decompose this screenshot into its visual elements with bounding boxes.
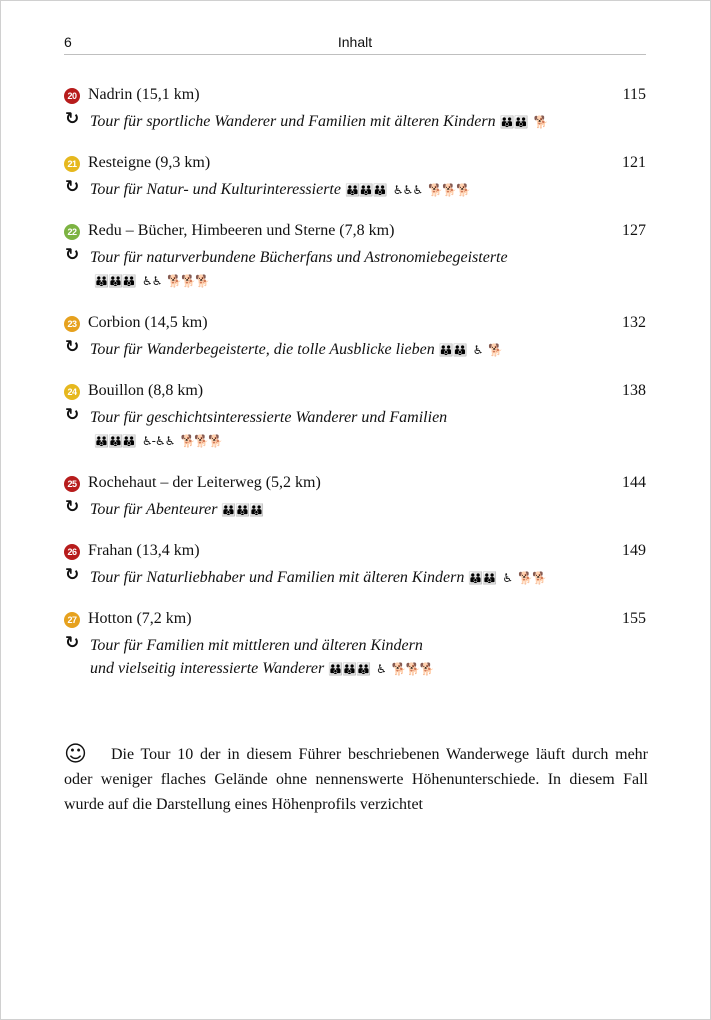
family-icon: 👪👪 [468, 571, 497, 585]
stroller-icon: ♿ [502, 571, 513, 585]
loop-route-icon: ↻ [65, 109, 80, 129]
smiley-icon: ☺ [64, 742, 87, 767]
dog-icon: 🐕 [533, 115, 548, 129]
tour-entry [64, 542, 646, 590]
tour-page-number: 121 [622, 154, 646, 171]
stroller-icon: ♿♿ [141, 274, 162, 288]
tour-description-block [90, 338, 646, 362]
tour-description-block [90, 498, 646, 522]
tour-description-block [90, 246, 646, 293]
loop-route-icon: ↻ [65, 565, 80, 585]
tour-page-number: 138 [622, 382, 646, 399]
stroller-icon: ♿ [376, 662, 386, 676]
loop-route-icon: ↻ [65, 497, 80, 517]
tour-description: Tour für Wanderbegeisterte, die tolle Ausblicke lieben [90, 341, 435, 358]
header-rule [64, 54, 646, 55]
tour-description: Tour für Naturliebhaber und Familien mit älteren Kindern [90, 569, 465, 586]
tour-title[interactable]: Hotton (7,2 km) [88, 610, 192, 627]
page-number: 6 [64, 34, 72, 50]
loop-route-icon: ↻ [65, 405, 80, 425]
tour-title[interactable]: Corbion (14,5 km) [88, 314, 208, 331]
dog-icon: 🐕🐕🐕 [180, 434, 223, 448]
tour-description: Tour für Familien mit mittleren und älteren Kindern [90, 637, 423, 654]
page-header [64, 34, 646, 54]
tour-description-block [90, 110, 646, 134]
family-icon: 👪👪 [438, 343, 467, 357]
tour-entry [64, 382, 646, 453]
page-title: Inhalt [337, 34, 373, 50]
tour-description-block [90, 406, 646, 453]
tour-entry [64, 154, 646, 202]
loop-route-icon: ↻ [65, 177, 80, 197]
tour-page-number: 144 [622, 474, 646, 491]
tour-number-badge: 25 [64, 476, 80, 492]
tour-entry [64, 222, 646, 293]
tour-number-badge: 20 [64, 88, 80, 104]
stroller-icon: ♿♿♿ [392, 183, 423, 197]
tour-description: und vielseitig interessierte Wanderer [90, 660, 325, 677]
tour-description-block [90, 178, 646, 202]
tour-page-number: 132 [622, 314, 646, 331]
dog-icon: 🐕🐕🐕 [391, 662, 434, 676]
loop-route-icon: ↻ [65, 245, 80, 265]
stroller-icon: ♿ [472, 343, 483, 357]
tour-number-badge: 22 [64, 224, 80, 240]
family-icon: 👪👪👪 [94, 434, 136, 448]
tour-page-number: 115 [622, 86, 646, 103]
loop-route-icon: ↻ [65, 633, 80, 653]
stroller-icon: ♿-♿♿ [141, 434, 175, 448]
tour-number-badge: 23 [64, 316, 80, 332]
tour-title[interactable]: Rochehaut – der Leiterweg (5,2 km) [88, 474, 321, 491]
tour-title[interactable]: Redu – Bücher, Himbeeren und Sterne (7,8 km) [88, 222, 395, 239]
family-icon: 👪👪👪 [221, 503, 264, 517]
loop-route-icon: ↻ [65, 337, 80, 357]
tour-number-badge: 26 [64, 544, 80, 560]
tour-description-block [90, 566, 646, 590]
tour-page-number: 127 [622, 222, 646, 239]
tour-page-number: 155 [622, 610, 646, 627]
tour-title[interactable]: Nadrin (15,1 km) [88, 86, 200, 103]
tour-entry [64, 86, 646, 134]
footnote-text: Die Tour 10 der in diesem Führer beschriebenen Wanderwege läuft durch mehr oder weniger flaches Gelände ohne nennenswerte Höhenunterschiede. In diesem Fall wurde auf die Darstellung eines Höhenprofils verzichtet [64, 746, 648, 813]
dog-icon: 🐕🐕🐕 [428, 183, 470, 197]
tour-number-badge: 24 [64, 384, 80, 400]
footnote [64, 742, 648, 817]
tour-page-number: 149 [622, 542, 646, 559]
tour-entry [64, 314, 646, 362]
family-icon: 👪👪👪 [328, 662, 371, 676]
family-icon: 👪👪👪 [94, 274, 136, 288]
dog-icon: 🐕🐕 [518, 571, 546, 585]
tour-description: Tour für Abenteurer [90, 501, 218, 518]
tour-description-block [90, 634, 646, 681]
tour-entry [64, 474, 646, 522]
tour-description: Tour für geschichtsinteressierte Wanderer und Familien [90, 409, 448, 426]
tour-title[interactable]: Bouillon (8,8 km) [88, 382, 204, 399]
tour-description: Tour für Natur- und Kulturinteressierte [90, 181, 341, 198]
tour-entry [64, 610, 646, 681]
tour-number-badge: 27 [64, 612, 80, 628]
dog-icon: 🐕🐕🐕 [167, 274, 210, 288]
dog-icon: 🐕 [488, 343, 503, 357]
tour-title[interactable]: Frahan (13,4 km) [88, 542, 200, 559]
tour-number-badge: 21 [64, 156, 80, 172]
tour-description: Tour für naturverbundene Bücherfans und Astronomiebegeisterte [90, 249, 508, 266]
family-icon: 👪👪 [499, 115, 528, 129]
tour-title[interactable]: Resteigne (9,3 km) [88, 154, 211, 171]
tour-description: Tour für sportliche Wanderer und Familien mit älteren Kindern [90, 113, 496, 130]
family-icon: 👪👪👪 [344, 183, 387, 197]
